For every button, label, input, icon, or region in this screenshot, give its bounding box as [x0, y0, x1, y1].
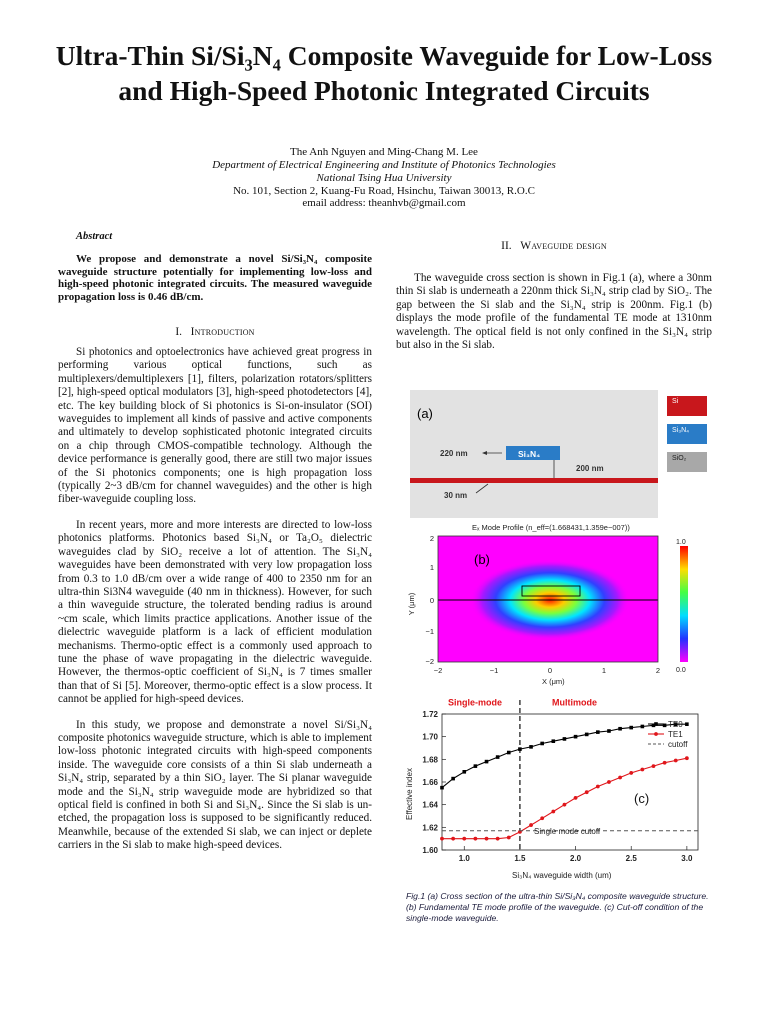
dim-30-label: 30 nm [444, 491, 468, 500]
x-tick: −1 [489, 666, 499, 675]
legend-label-TE0: TE0 [668, 720, 683, 729]
data-point-TE1 [574, 796, 578, 800]
panel-label-b: (b) [474, 552, 490, 567]
data-point-TE1 [563, 803, 567, 807]
data-point-TE1 [485, 837, 489, 841]
effective-index-chart [402, 692, 712, 882]
data-point-TE1 [685, 756, 689, 760]
abstract-heading: Abstract [76, 231, 113, 242]
introduction-body [58, 346, 372, 865]
legend-marker [654, 722, 658, 726]
y-tick: −1 [425, 627, 434, 636]
colorbar-max: 1.0 [676, 539, 686, 546]
x-tick-label: 1.5 [514, 854, 526, 863]
y-tick-label: 1.66 [422, 778, 438, 787]
cross-section-diagram [410, 390, 710, 518]
legend-label-sio2: SiO₂ [672, 455, 687, 462]
data-point-TE0 [607, 729, 611, 733]
data-point-TE1 [451, 837, 455, 841]
y-tick-label: 1.72 [422, 710, 438, 719]
data-point-TE1 [551, 810, 555, 814]
chart-series [440, 722, 698, 840]
x-tick: 1 [601, 666, 607, 675]
data-point-TE0 [518, 747, 522, 751]
section-heading-introduction [58, 326, 372, 338]
data-point-TE1 [529, 823, 533, 827]
y-tick-label: 1.60 [422, 846, 438, 855]
data-point-TE1 [607, 780, 611, 784]
data-point-TE1 [663, 761, 667, 765]
data-point-TE0 [540, 742, 544, 746]
data-point-TE1 [507, 836, 511, 840]
x-tick: 0 [547, 666, 553, 675]
data-point-TE0 [574, 735, 578, 739]
data-point-TE0 [685, 722, 689, 726]
affiliation-university: National Tsing Hua University [316, 172, 452, 184]
postal-address: No. 101, Section 2, Kuang-Fu Road, Hsinchu, Taiwan 30013, R.O.C [233, 185, 535, 197]
y-tick: 2 [429, 534, 434, 543]
data-point-TE0 [440, 786, 444, 790]
section-title: Introduction [190, 326, 255, 338]
data-point-TE0 [585, 733, 589, 737]
data-point-TE0 [563, 737, 567, 741]
si-slab [410, 478, 658, 483]
data-point-TE0 [507, 751, 511, 755]
authors: The Anh Nguyen and Ming-Chang M. Lee [290, 146, 478, 158]
x-tick-label: 2.0 [570, 854, 582, 863]
y-tick-label: 1.70 [422, 732, 438, 742]
cutoff-label: Single mode cutoff [534, 827, 601, 836]
x-tick-label: 3.0 [681, 854, 693, 863]
y-tick-label: 1.64 [422, 800, 438, 810]
x-tick: −2 [433, 666, 443, 675]
data-point-TE1 [618, 776, 622, 780]
x-tick-label: 1.0 [458, 854, 470, 863]
panel-label-c: (c) [634, 791, 650, 806]
figure-1a [410, 390, 710, 518]
data-point-TE0 [552, 739, 556, 743]
data-point-TE0 [629, 726, 633, 730]
x-tick-label: 2.5 [625, 854, 637, 863]
data-point-TE1 [585, 790, 589, 794]
figure-1b [402, 520, 712, 690]
x-tick-labels [434, 666, 660, 675]
legend-label-cutoff: cutoff [668, 740, 688, 749]
paragraph: Si photonics and optoelectronics have achieved great progress in performing various optical functions, such as multiplexers/demultiplexers [1], filters, polarization rotators/splitters [2], high-speed optical modulators [3], high-speed photodetectors [4], etc. The key building block of Si photonics is Si-on-insulator (SOI) waveguides to implement all kinds of passive and active components and ultimately to develop sophisticated photonic integrated circuits on a chip through CMOS-compatible technology. Although the device performance is generally good, there are still two major issues of the Si photonics components; one is high propagation loss (typically 2~3 dB/cm for channel waveguides) and the other is high fiber-waveguide coupling loss. [58, 346, 372, 506]
section-heading-waveguide-design [396, 240, 712, 252]
y-tick: −2 [425, 657, 434, 666]
legend-label-si: Si [672, 398, 679, 405]
single-mode-region-label: Single-mode [448, 697, 503, 708]
y-tick: 1 [429, 563, 434, 572]
profile-title: Eₓ Mode Profile (n_eff=(1.668431,1.359e−007)) [472, 523, 630, 532]
paper-title: Ultra-Thin Si/Si₃N₄ Composite Waveguide for Low-Loss and High-Speed Photonic Integrated Circuits [55, 40, 713, 106]
x-axis-label: X (μm) [542, 677, 565, 686]
affiliation-department: Department of Electrical Engineering and Institute of Photonics Technologies [212, 159, 556, 171]
section-title: Waveguide design [520, 240, 607, 252]
data-point-TE1 [674, 759, 678, 763]
y-axis-label: Effective index [405, 768, 414, 820]
figure-caption: Fig.1 (a) Cross section of the ultra-thin Si/Si₃N₄ composite waveguide structure. (b) Fundamental TE mode profile of the waveguide. (c) Cut-off condition of the single-mode waveguide. [406, 891, 709, 923]
legend-marker [654, 732, 658, 736]
data-point-TE1 [652, 764, 656, 768]
data-point-TE0 [641, 725, 645, 729]
data-point-TE0 [462, 770, 466, 774]
multimode-region-label: Multimode [552, 697, 597, 708]
dim-200-label: 200 nm [576, 464, 604, 473]
colorbar-min: 0.0 [676, 667, 686, 674]
legend-label-TE1: TE1 [668, 730, 683, 739]
data-point-TE1 [462, 837, 466, 841]
y-tick-label: 1.62 [422, 823, 438, 833]
legend-label-si3n4: Si₃N₄ [672, 427, 689, 434]
data-point-TE1 [640, 768, 644, 772]
y-tick: 0 [429, 596, 434, 605]
email-address: email address: theanhvb@gmail.com [302, 197, 466, 209]
y-tick-labels [425, 534, 434, 666]
x-tick: 2 [655, 666, 661, 675]
data-point-TE0 [474, 764, 478, 768]
figure-1c [402, 692, 712, 882]
data-point-TE1 [629, 771, 633, 775]
data-point-TE0 [485, 760, 489, 764]
data-point-TE1 [496, 837, 500, 841]
x-axis-label: Si₃N₄ waveguide width (um) [512, 871, 612, 880]
dim-220-label: 220 nm [440, 449, 468, 458]
data-point-TE1 [440, 837, 444, 841]
paragraph: In recent years, more and more interests are directed to low-loss photonics platforms. Photonics based Si₃N₄ or Ta₂O₅ dielectric waveguides clad by SiO₂ receive a lot of attention. The Si₃N₄ waveguides have been demonstrated with very low propagation loss from 0.3 to 1.0 dB/cm over a wide range of 400 to 2350 nm for an ultra-thin Si3N4 waveguide (40 nm in thickness). However, for such a thin waveguide structure, the tolerated bending radius is around ~cm scale, which limits practice applications. Another issue of the dielectric waveguide platform is a lack of efficient modulation mechanisms. Thermo-optic effect is a commonly used approach to tune the phase of wave propagating in the dielectric waveguide. However, the thermos-optic coefficient of Si₃N₄ is 7 times smaller than that of Si [5]. Moreover, thermo-optic effect is a slow process. It cannot be applied for high-speed devices. [58, 518, 372, 706]
data-point-TE0 [496, 755, 500, 759]
strip-label: Si₃N₄ [518, 449, 541, 459]
abstract-text: We propose and demonstrate a novel Si/Si₃N₄ composite waveguide structure potentially for implementing low-loss and high-speed photonic integrated circuits. The measured waveguide propagation loss is 0.46 dB/cm. [58, 253, 372, 303]
panel-label-a: (a) [417, 406, 433, 421]
chart-legend [648, 720, 688, 749]
section-number: II. [501, 240, 512, 252]
data-point-TE0 [618, 727, 622, 731]
mode-profile-plot [402, 520, 712, 690]
data-point-TE0 [529, 745, 533, 749]
paragraph: The waveguide cross section is shown in Fig.1 (a), where a 30nm thin Si slab is underneath a 220nm thick Si₃N₄ strip clad by SiO₂. The gap between the Si slab and the Si₃N₄ strip is 200nm. Fig.1 (b) displays the mode profile of the fundamental TE mode at 1310nm wavelength. The optical field is not only confined in the Si₃N₄ strip but also in the Si slab. [396, 272, 712, 352]
data-point-TE0 [451, 777, 455, 781]
colorbar [680, 546, 688, 662]
data-point-TE1 [596, 785, 600, 789]
data-point-TE0 [596, 730, 600, 734]
y-tick-label: 1.68 [422, 755, 438, 765]
section-number: I. [175, 326, 183, 338]
y-axis-label: Y (μm) [407, 592, 416, 616]
waveguide-design-body [396, 272, 712, 364]
paragraph: In this study, we propose and demonstrate a novel Si/Si₃N₄ composite photonics waveguide structure, which is able to implement low-loss photonic integrated circuits with high-speed components inside. The waveguide core consists of a thin Si slab underneath a Si₃N₄ strip, separated by a thin SiO₂ layer. The Si planar waveguide mode and the Si₃N₄ strip waveguide mode are hybridized so that optical field is confined in both Si and Si₃N₄. Since the Si slab is un-etched, the propagation loss is supposed to be significantly reduced. Meanwhile, because of the extended Si slab, we can inject or deplete carriers in the Si slab to make high-speed devices. [58, 718, 372, 852]
data-point-TE1 [540, 816, 544, 820]
data-point-TE1 [473, 837, 477, 841]
